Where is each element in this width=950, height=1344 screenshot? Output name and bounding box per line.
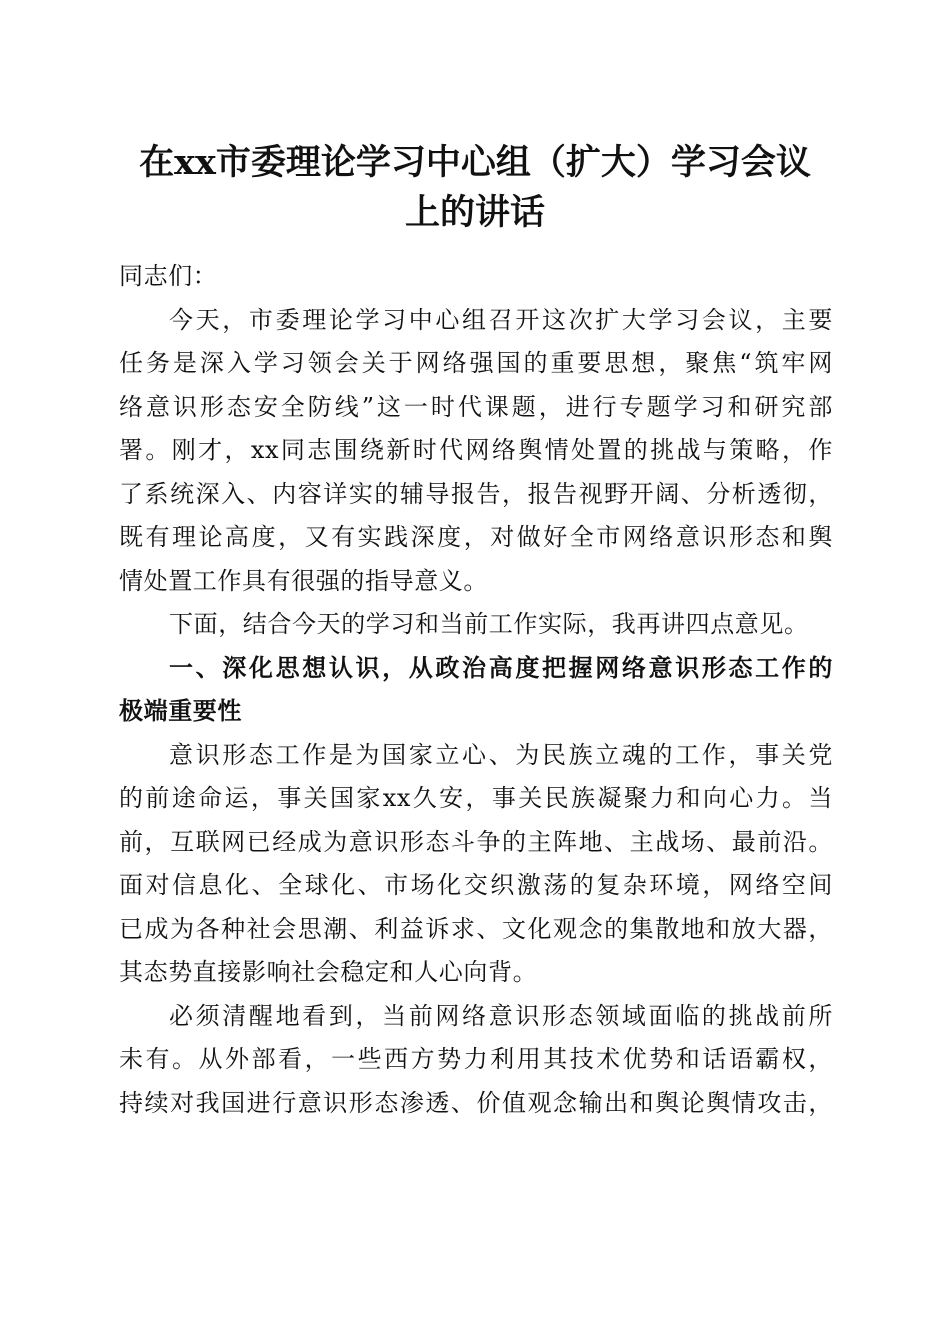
paragraph-2 bbox=[119, 603, 833, 647]
document-body bbox=[119, 255, 833, 1125]
paragraph-line: 下面，结合今天的学习和当前工作实际，我再讲四点意见。 bbox=[169, 610, 809, 638]
paragraph-line: 必须清醒地看到，当前网络意识形态领域面临的挑战前所 bbox=[169, 1001, 833, 1030]
paragraph-line: 情处置工作具有很强的指导意义。 bbox=[119, 566, 488, 595]
paragraph-line: 既有理论高度，又有实践深度，对做好全市网络意识形态和舆 bbox=[119, 523, 833, 551]
paragraph-line: 已成为各种社会思潮、利益诉求、文化观念的集散地和放大器， bbox=[119, 914, 833, 943]
paragraph-line: 了系统深入、内容详实的辅导报告，报告视野开阔、分析透彻， bbox=[119, 479, 833, 508]
paragraph-line: 意识形态工作是为国家立心、为民族立魂的工作，事关党 bbox=[169, 740, 833, 769]
paragraph-line: 面对信息化、全球化、市场化交织激荡的复杂环境，网络空间 bbox=[119, 871, 833, 899]
paragraph-line: 络意识形态安全防线”这一时代课题，进行专题学习和研究部 bbox=[119, 392, 833, 421]
paragraph-line: 前，互联网已经成为意识形态斗争的主阵地、主战场、最前沿。 bbox=[119, 827, 833, 856]
salutation: 同志们： bbox=[119, 262, 218, 290]
paragraph-4 bbox=[119, 995, 833, 1126]
paragraph-line: 持续对我国进行意识形态渗透、价值观念输出和舆论舆情攻击， bbox=[119, 1088, 833, 1117]
document-title bbox=[100, 138, 850, 238]
section-heading-1 bbox=[119, 647, 833, 734]
title-line-2: 上的讲话 bbox=[404, 192, 545, 233]
heading-line: 极端重要性 bbox=[119, 697, 242, 725]
paragraph-line: 任务是深入学习领会关于网络强国的重要思想，聚焦“筑牢网 bbox=[119, 349, 833, 377]
paragraph-line: 的前途命运，事关国家xx久安，事关民族凝聚力和向心力。当 bbox=[119, 784, 833, 812]
paragraph-line: 其态势直接影响社会稳定和人心向背。 bbox=[119, 958, 538, 986]
paragraph-line: 署。刚才，xx同志围绕新时代网络舆情处置的挑战与策略，作 bbox=[119, 436, 833, 464]
paragraph-line: 未有。从外部看，一些西方势力利用其技术优势和话语霸权， bbox=[119, 1045, 833, 1073]
paragraph-line: 今天，市委理论学习中心组召开这次扩大学习会议，主要 bbox=[169, 305, 833, 334]
paragraph-3 bbox=[119, 734, 833, 995]
paragraph-1 bbox=[119, 299, 833, 604]
title-line-1: 在xx市委理论学习中心组（扩大）学习会议 bbox=[139, 142, 811, 183]
heading-line: 一、深化思想认识，从政治高度把握网络意识形态工作的 bbox=[169, 653, 833, 682]
